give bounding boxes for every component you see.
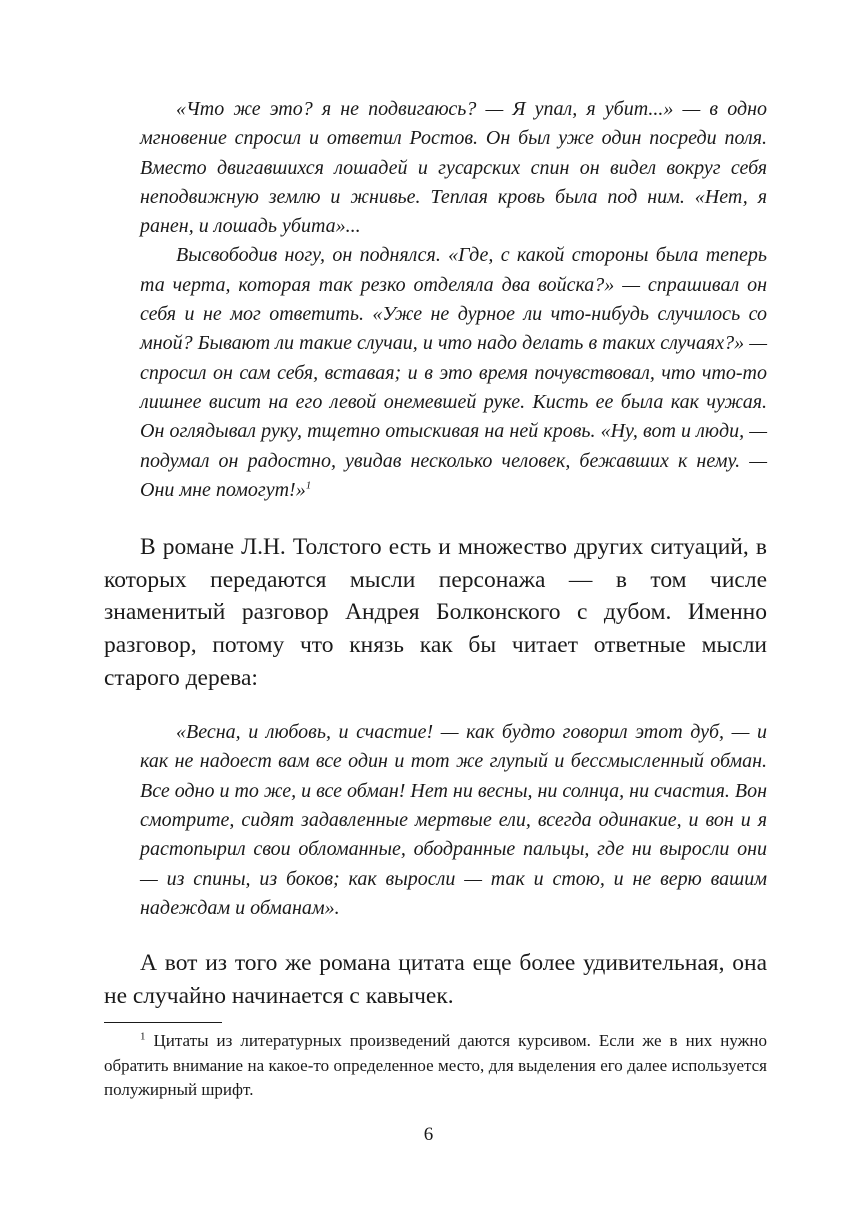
quote-rostov-paragraph-2 (140, 241, 767, 505)
quote-rostov (140, 95, 767, 505)
page-content (104, 95, 767, 1012)
quote-oak-paragraph: «Весна, и любовь, и счастие! — как будто говорил этот дуб, — и как не надоест вам все один и тот же глупый и бессмысленный обман. Все одно и то же, и все обман! Нет ни весны, ни солнца, ни счастия. Вон смотрите, сидят задавленные мертвые ели, всегда одинакие, и вон и я растопырил свои обломанные, ободранные пальцы, где ни выросли они — из спины, из боков; как выросли — так и стою, и не верю вашим надеждам и обманам». (140, 721, 768, 919)
footnote-marker: 1 (140, 1030, 146, 1043)
footnote-separator (104, 1022, 222, 1023)
quote-oak (140, 718, 767, 923)
quote-rostov-paragraph-1: «Что же это? я не подвигаюсь? — Я упал, я убит...» — в одно мгновение спросил и ответил Ростов. Он был уже один посреди поля. Вместо двигавшихся лошадей и гусарских спин он видел вокруг себя неподвижную землю и жнивье. Теплая кровь была под ним. «Нет, я ранен, и лошадь убита»... (140, 98, 767, 238)
footnote (104, 1029, 767, 1103)
footnote-reference: 1 (305, 479, 312, 492)
footnote-text: Цитаты из литературных произведений даются курсивом. Если же в них нужно обратить внимание на какое-то определенное место, для выделения его далее используется полужирный шрифт. (104, 1031, 768, 1099)
quote-rostov-paragraph-2-text: Высвободив ногу, он поднялся. «Где, с какой стороны была теперь та черта, которая так резко отделяла два войска?» — спрашивал он себя и не мог ответить. «Уже не дурное ли что-нибудь случилось со мной? Бывают ли такие случаи, и что надо делать в таких случаях?» — спросил он сам себя, вставая; и в это время почувствовал, что что-то лишнее висит на его левой онемевшей руке. Кисть ее была как чужая. Он оглядывал руку, тщетно отыскивая на ней кровь. «Ну, вот и люди, — подумал он радостно, увидав несколько человек, бежавших к нему. — Они мне помогут!» (140, 244, 767, 501)
body-paragraph-next-quote: А вот из того же романа цитата еще более удивительная, она не случайно начинается с кавычек. (104, 950, 767, 1009)
body-paragraph-bolkonsky: В романе Л.Н. Толстого есть и множество других ситуаций, в которых передаются мысли персонажа — в том числе знаменитый разговор Андрея Болконского с дубом. Именно разговор, потому что князь как бы читает ответные мысли старого дерева: (104, 534, 767, 691)
page-number: 6 (423, 1124, 434, 1145)
